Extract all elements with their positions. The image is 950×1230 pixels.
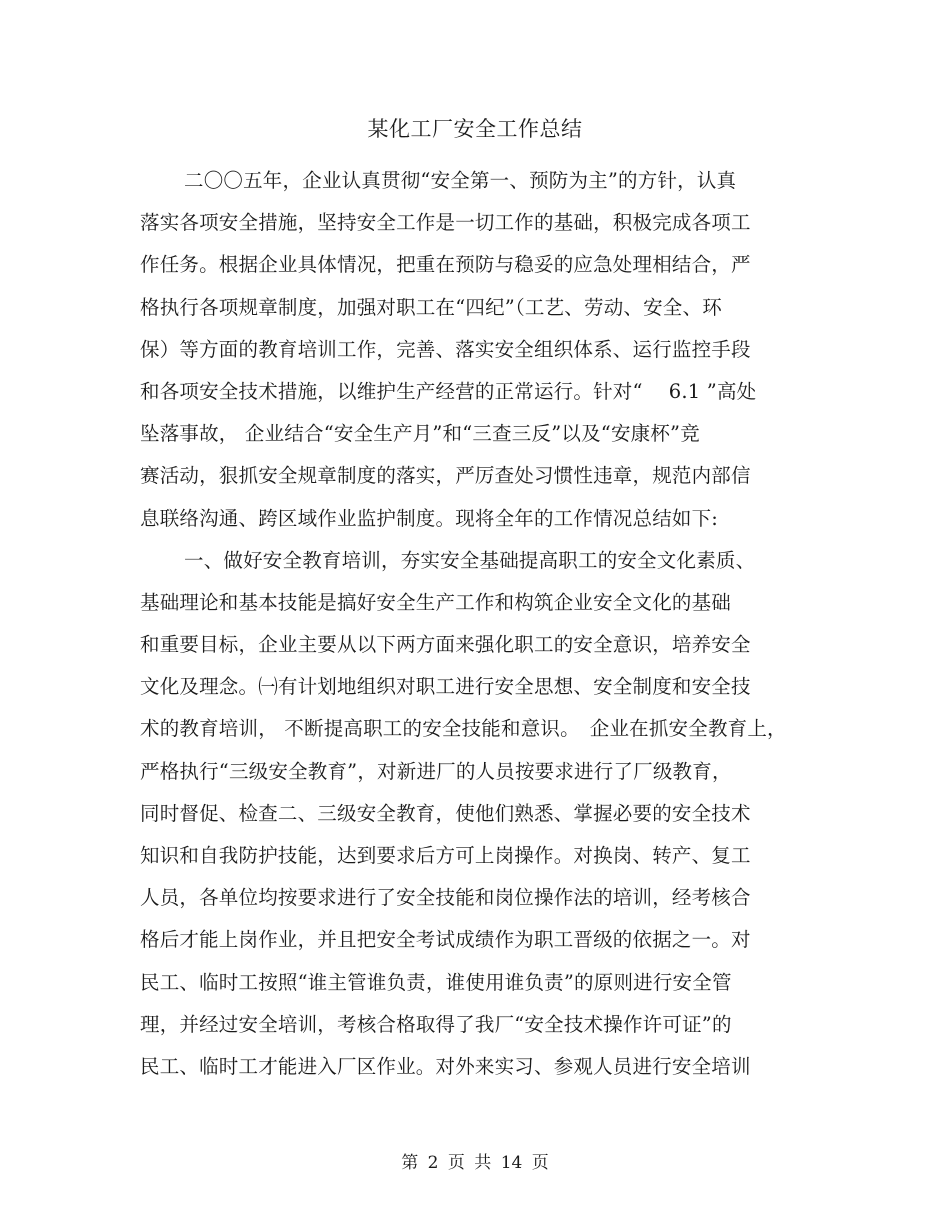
body-line: 赛活动，狠抓安全规章制度的落实，严厉查处习惯性违章，规范内部信 bbox=[140, 464, 751, 488]
document-title: 某化工厂安全工作总结 bbox=[367, 117, 583, 141]
body-line: 同时督促、检查二、三级安全教育，使他们熟悉、掌握必要的安全技术 bbox=[140, 801, 751, 825]
body-line: 坠落事故， 企业结合“安全生产月”和“三查三反”以及“安康杯”竞 bbox=[140, 422, 700, 446]
body-line: 保）等方面的教育培训工作，完善、落实安全组织体系、运行监控手段 bbox=[140, 337, 751, 361]
body-line: 严格执行“三级安全教育”，对新进厂的人员按要求进行了厂级教育， bbox=[140, 759, 732, 783]
body-line: 格执行各项规章制度，加强对职工在“四纪”（工艺、劳动、安全、环 bbox=[140, 295, 722, 319]
body-line: 术的教育培训， 不断提高职工的安全技能和意识。 企业在抓安全教育上， bbox=[140, 717, 787, 741]
body-line: 和重要目标，企业主要从以下两方面来强化职工的安全意识，培养安全 bbox=[140, 633, 751, 657]
body-line: 人员，各单位均按要求进行了安全技能和岗位操作法的培训，经考核合 bbox=[140, 886, 751, 910]
document-body bbox=[140, 160, 820, 1088]
body-line: 基础理论和基本技能是搞好安全生产工作和构筑企业安全文化的基础 bbox=[140, 590, 732, 614]
body-line: 民工、临时工按照“谁主管谁负责，谁使用谁负责”的原则进行安全管 bbox=[140, 970, 732, 994]
body-line: 息联络沟通、跨区域作业监护制度。现将全年的工作情况总结如下: bbox=[140, 506, 719, 530]
body-line: 二〇〇五年，企业认真贯彻“安全第一、预防为主”的方针，认真 bbox=[184, 169, 737, 192]
body-line: 理，并经过安全培训，考核合格取得了我厂“安全技术操作许可证”的 bbox=[140, 1012, 732, 1036]
body-line: 和各项安全技术措施，以维护生产经营的正常运行。针对“ 6.1 ”高处 bbox=[140, 379, 757, 403]
body-line: 民工、临时工才能进入厂区作业。对外来实习、参观人员进行安全培训 bbox=[140, 1054, 751, 1078]
body-line: 文化及理念。㈠有计划地组织对职工进行安全思想、安全制度和安全技 bbox=[140, 675, 751, 699]
body-line: 落实各项安全措施，坚持安全工作是一切工作的基础，积极完成各项工 bbox=[140, 211, 751, 235]
page-footer: 第 2 页 共 14 页 bbox=[401, 1153, 549, 1173]
body-line: 格后才能上岗作业，并且把安全考试成绩作为职工晋级的依据之一。对 bbox=[140, 928, 751, 952]
body-line: 知识和自我防护技能，达到要求后方可上岗操作。对换岗、转产、复工 bbox=[140, 844, 751, 867]
body-line: 作任务。根据企业具体情况，把重在预防与稳妥的应急处理相结合，严 bbox=[140, 253, 751, 277]
body-line: 一、做好安全教育培训，夯实安全基础提高职工的安全文化素质、 bbox=[184, 548, 756, 572]
